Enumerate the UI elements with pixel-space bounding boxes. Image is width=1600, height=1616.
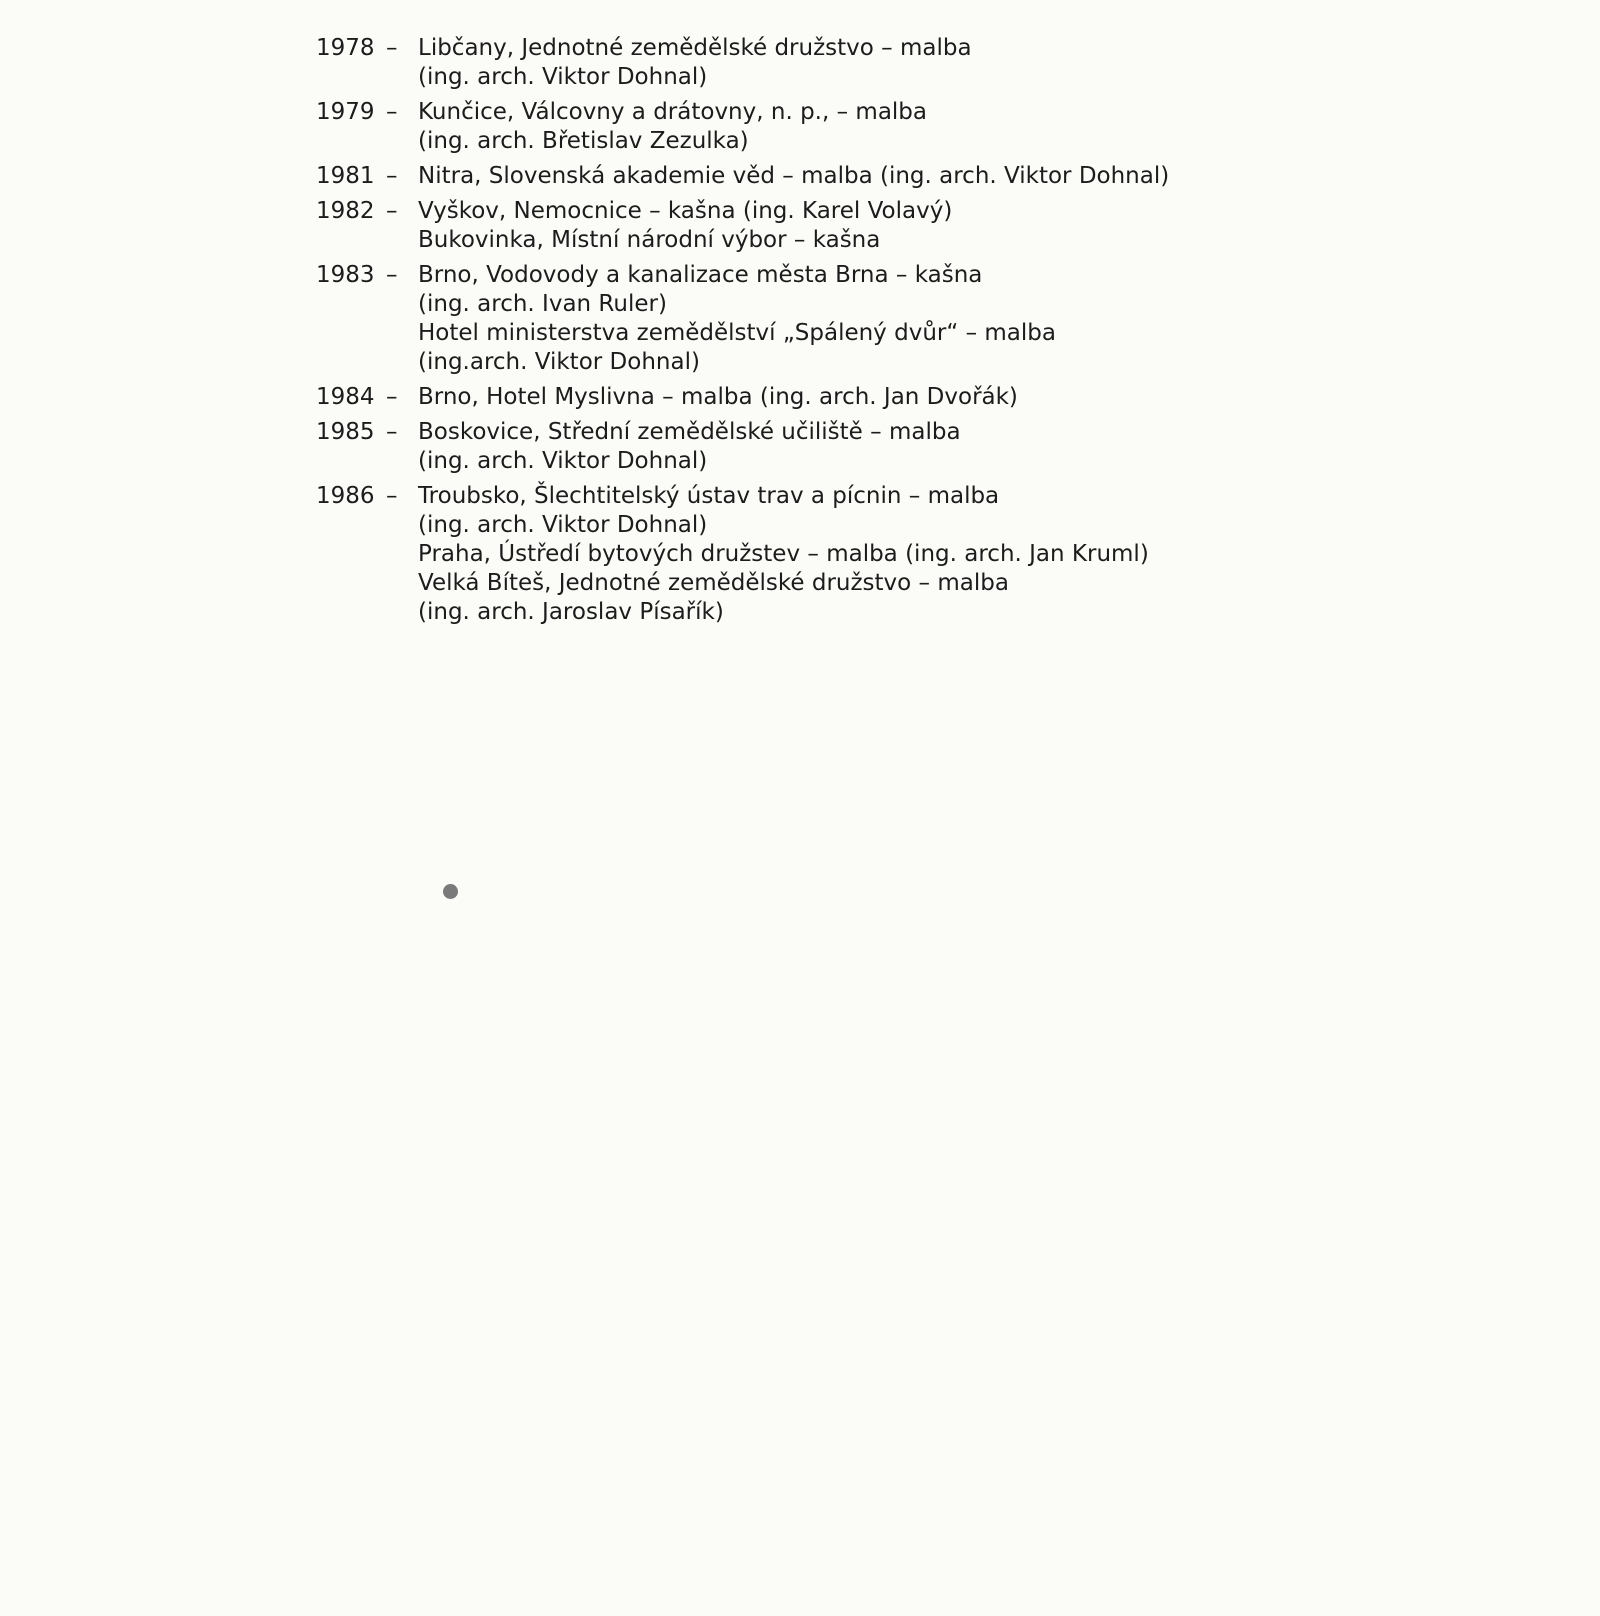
entry-line: Bukovinka, Místní národní výbor – kašna [418, 227, 881, 253]
entry-year: 1979 [316, 99, 375, 125]
entry-dash: – [386, 198, 398, 224]
entry-line: Boskovice, Střední zemědělské učiliště – malba [418, 419, 961, 445]
list-item-1985 [316, 418, 1316, 476]
entry-text [418, 383, 1316, 412]
entry-line: Hotel ministerstva zemědělství „Spálený dvůr“ – malba [418, 320, 1056, 346]
list-item-1978 [316, 34, 1316, 92]
ink-spot [443, 884, 458, 899]
entry-year: 1982 [316, 198, 375, 224]
entry-line: Brno, Vodovody a kanalizace města Brna – kašna [418, 262, 983, 288]
list-item-1983 [316, 261, 1316, 377]
entry-line: (ing. arch. Viktor Dohnal) [418, 512, 708, 538]
entry-text [418, 34, 1316, 92]
list-item-1981 [316, 162, 1316, 191]
entry-year: 1981 [316, 163, 375, 189]
entry-year: 1978 [316, 35, 375, 61]
entry-line: Troubsko, Šlechtitelský ústav trav a pícnin – malba [418, 483, 1000, 509]
entry-year: 1984 [316, 384, 375, 410]
entry-dash: – [386, 262, 398, 288]
entry-line: (ing. arch. Břetislav Zezulka) [418, 128, 749, 154]
entry-text [418, 418, 1316, 476]
entry-dash: – [386, 419, 398, 445]
entry-year: 1985 [316, 419, 375, 445]
entry-line: Vyškov, Nemocnice – kašna (ing. Karel Volavý) [418, 198, 953, 224]
entry-text [418, 98, 1316, 156]
entry-dash: – [386, 35, 398, 61]
entry-text [418, 162, 1316, 191]
entry-year: 1986 [316, 483, 375, 509]
entry-dash: – [386, 163, 398, 189]
entry-line: (ing. arch. Ivan Ruler) [418, 291, 667, 317]
entry-line: (ing. arch. Viktor Dohnal) [418, 64, 708, 90]
entry-line: (ing.arch. Viktor Dohnal) [418, 349, 700, 375]
entry-year: 1983 [316, 262, 375, 288]
entry-line: Velká Bíteš, Jednotné zemědělské družstvo – malba [418, 570, 1009, 596]
entry-text [418, 482, 1316, 627]
entry-line: Praha, Ústředí bytových družstev – malba (ing. arch. Jan Kruml) [418, 541, 1149, 567]
entry-line: Nitra, Slovenská akademie věd – malba (ing. arch. Viktor Dohnal) [418, 163, 1170, 189]
list-item-1984 [316, 383, 1316, 412]
entry-text [418, 197, 1316, 255]
list-item-1986 [316, 482, 1316, 627]
entry-dash: – [386, 483, 398, 509]
entry-dash: – [386, 99, 398, 125]
entry-line: Libčany, Jednotné zemědělské družstvo – malba [418, 35, 972, 61]
entry-text [418, 261, 1316, 377]
entry-line: Kunčice, Válcovny a drátovny, n. p., – malba [418, 99, 927, 125]
entry-line: (ing. arch. Jaroslav Písařík) [418, 599, 724, 625]
list-item-1979 [316, 98, 1316, 156]
entry-line: Brno, Hotel Myslivna – malba (ing. arch. Jan Dvořák) [418, 384, 1018, 410]
entry-line: (ing. arch. Viktor Dohnal) [418, 448, 708, 474]
list-item-1982 [316, 197, 1316, 255]
exhibition-list [316, 34, 1316, 633]
entry-dash: – [386, 384, 398, 410]
